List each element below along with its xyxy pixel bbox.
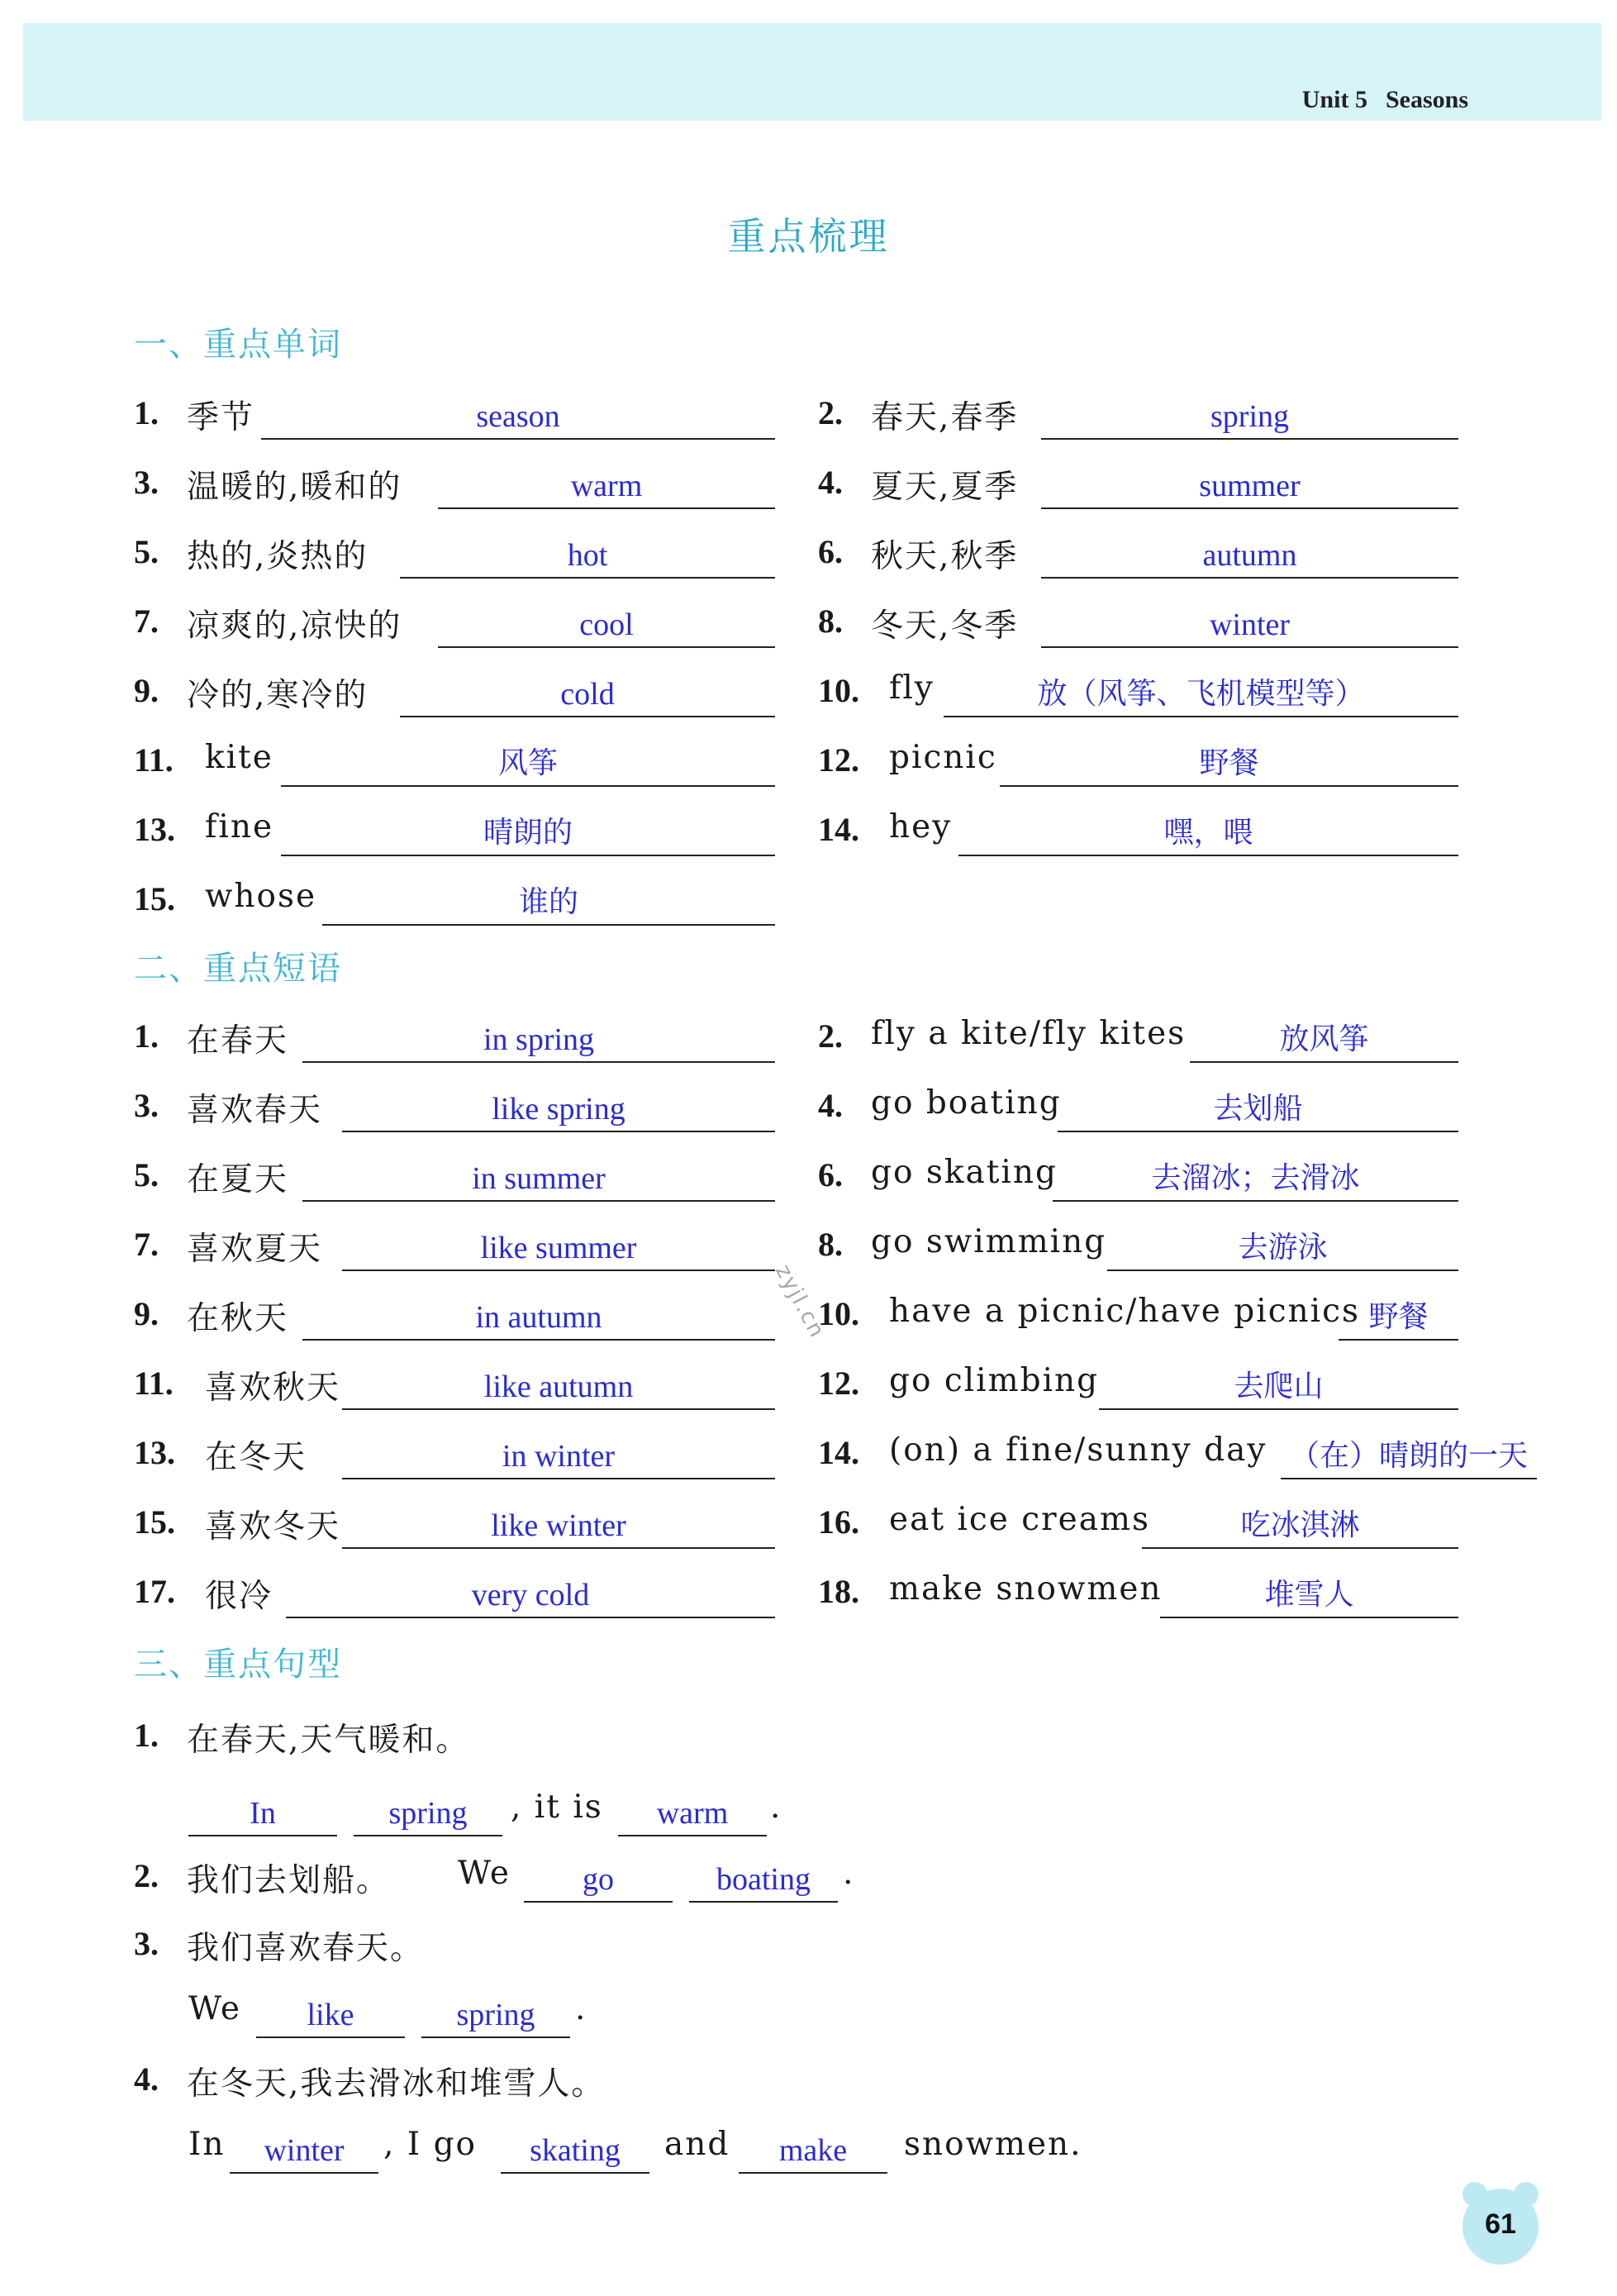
answer-blank[interactable]: [281, 816, 775, 856]
item-prompt: hey: [889, 808, 953, 846]
answer-text: spring: [388, 1796, 468, 1831]
item-number: 1.: [134, 1717, 159, 1754]
word-item: [818, 456, 1458, 509]
answer-blank[interactable]: [302, 1300, 775, 1341]
answer-text: winter: [264, 2133, 345, 2168]
answer-blank[interactable]: [958, 816, 1458, 856]
sentence-text: In: [188, 2126, 226, 2163]
word-item: [818, 803, 1458, 856]
item-number: 15.: [134, 1503, 175, 1541]
phrase-item: [818, 1288, 1458, 1341]
sentence-chinese: 在冬天,我去滑冰和堆雪人。: [187, 2065, 606, 2103]
phrase-item: [134, 1496, 775, 1549]
item-prompt: picnic: [889, 739, 997, 776]
phrase-item: [134, 1010, 775, 1063]
answer-text: very cold: [471, 1578, 590, 1612]
phrase-item: [818, 1149, 1458, 1202]
item-number: 9.: [134, 672, 159, 709]
item-number: 15.: [134, 880, 175, 917]
item-prompt: 季节: [187, 399, 255, 436]
section-title-phrases: 二、重点短语: [134, 950, 342, 988]
answer-text: in summer: [472, 1161, 606, 1196]
answer-blank[interactable]: [1041, 538, 1458, 579]
answer-blank[interactable]: [1041, 607, 1458, 648]
item-number: 10.: [818, 672, 859, 709]
answer-blank[interactable]: [400, 677, 775, 717]
item-prompt: 喜欢春天: [187, 1092, 323, 1129]
answer-blank[interactable]: [1339, 1300, 1458, 1341]
answer-text: warm: [570, 469, 643, 503]
answer-blank[interactable]: [302, 1022, 775, 1063]
answer-blank[interactable]: [256, 1998, 405, 2038]
answer-text: 晴朗的: [483, 816, 573, 850]
item-prompt: make snowmen: [889, 1570, 1163, 1608]
item-prompt: 在冬天: [205, 1439, 307, 1476]
item-number: 3.: [134, 464, 159, 501]
answer-blank[interactable]: [1000, 746, 1458, 787]
answer-blank[interactable]: [739, 2133, 887, 2174]
item-number: 3.: [134, 1087, 159, 1124]
answer-blank[interactable]: [342, 1370, 775, 1410]
answer-blank[interactable]: [438, 607, 775, 648]
answer-text: in spring: [483, 1022, 595, 1057]
item-prompt: go climbing: [889, 1362, 1100, 1399]
phrase-item: [134, 1427, 775, 1479]
answer-text: winter: [1209, 607, 1291, 642]
item-number: 12.: [818, 741, 859, 779]
item-prompt: have a picnic/have picnics: [889, 1293, 1360, 1330]
word-item: [134, 873, 775, 926]
answer-text: 去划船: [1213, 1092, 1303, 1126]
answer-text: cool: [579, 607, 634, 642]
answer-blank[interactable]: [286, 1578, 775, 1618]
item-prompt: 凉爽的,凉快的: [187, 607, 402, 645]
answer-blank[interactable]: [281, 746, 775, 787]
sentence-4-prompt: [134, 2053, 877, 2106]
item-prompt: go swimming: [871, 1223, 1107, 1260]
answer-blank[interactable]: [1041, 399, 1458, 440]
answer-text: 谁的: [518, 885, 578, 919]
word-item: [818, 526, 1458, 579]
item-number: 8.: [818, 1226, 843, 1263]
answer-text: hot: [567, 538, 608, 573]
answer-text: spring: [456, 1998, 535, 2032]
answer-text: spring: [1210, 399, 1289, 434]
answer-blank[interactable]: [342, 1508, 775, 1549]
answer-text: skating: [530, 2133, 621, 2168]
answer-text: warm: [656, 1796, 729, 1831]
word-item: [818, 387, 1458, 440]
item-number: 16.: [818, 1503, 859, 1541]
answer-text: 放（风筝、飞机模型等）: [1037, 677, 1365, 711]
sentence-3-prompt: [134, 1917, 795, 1970]
answer-blank[interactable]: [1053, 1161, 1458, 1202]
answer-blank[interactable]: [438, 469, 775, 509]
item-number: 14.: [818, 811, 859, 848]
sentence-text: We: [188, 1990, 241, 2027]
answer-blank[interactable]: [1099, 1370, 1458, 1410]
answer-text: 风筝: [497, 746, 558, 780]
item-number: 11.: [134, 1365, 174, 1402]
word-item: [818, 595, 1458, 648]
sentence-2: [134, 1850, 960, 1903]
answer-blank[interactable]: [342, 1439, 775, 1479]
answer-blank[interactable]: [1058, 1092, 1458, 1132]
word-item: [134, 665, 775, 717]
answer-blank[interactable]: [342, 1092, 775, 1132]
item-prompt: fine: [205, 808, 274, 846]
item-prompt: 夏天,夏季: [871, 469, 1019, 506]
answer-blank[interactable]: [524, 1862, 673, 1903]
answer-text: like: [307, 1998, 354, 2032]
item-number: 2.: [818, 1017, 843, 1055]
answer-blank[interactable]: [1190, 1022, 1458, 1063]
sentence-3-answer-line: [188, 1985, 849, 2038]
answer-blank[interactable]: [230, 2133, 378, 2174]
word-item: [134, 803, 775, 856]
item-number: 4.: [818, 1087, 843, 1124]
answer-blank[interactable]: [1041, 469, 1458, 509]
answer-text: 吃冰淇淋: [1240, 1508, 1360, 1542]
item-number: 5.: [134, 533, 159, 570]
item-prompt: 在夏天: [187, 1161, 289, 1198]
watermark: zyjl.cn: [770, 1260, 830, 1343]
item-prompt: 很冷: [205, 1578, 273, 1615]
item-number: 18.: [818, 1573, 859, 1610]
item-prompt: 秋天,秋季: [871, 538, 1019, 575]
item-prompt: go boating: [871, 1084, 1062, 1122]
item-number: 12.: [818, 1365, 859, 1402]
sentence-text: , I go: [383, 2126, 478, 2163]
phrase-item: [818, 1079, 1458, 1132]
answer-blank[interactable]: [342, 1231, 775, 1271]
item-number: 6.: [818, 533, 843, 570]
item-number: 9.: [134, 1295, 159, 1332]
answer-text: 嘿，喂: [1163, 816, 1253, 850]
sentence-1-answer-line: [188, 1784, 849, 1836]
answer-text: go: [583, 1862, 614, 1897]
item-prompt: 冷的,寒冷的: [187, 677, 369, 714]
section-title-words: 一、重点单词: [134, 326, 342, 364]
item-prompt: 喜欢冬天: [205, 1508, 341, 1546]
page-number: 61: [1485, 2208, 1516, 2240]
answer-text: （在）晴朗的一天: [1289, 1439, 1528, 1473]
item-prompt: eat ice creams: [889, 1501, 1151, 1538]
answer-text: like spring: [492, 1092, 625, 1127]
answer-text: autumn: [1202, 538, 1297, 573]
item-prompt: 温暖的,暖和的: [187, 469, 402, 506]
page-title: 重点梳理: [727, 214, 890, 259]
answer-blank[interactable]: [689, 1862, 838, 1903]
answer-text: 去爬山: [1234, 1370, 1324, 1403]
answer-text: season: [476, 399, 560, 434]
phrase-item: [818, 1496, 1458, 1549]
phrase-item: [134, 1565, 775, 1618]
item-number: 7.: [134, 1226, 159, 1263]
item-prompt: 冬天,冬季: [871, 607, 1019, 645]
word-item: [134, 456, 775, 509]
item-number: 5.: [134, 1156, 159, 1193]
sentence-chinese: 我们去划船。: [187, 1862, 391, 1899]
sentence-text: and: [664, 2126, 730, 2163]
item-prompt: 春天,春季: [871, 399, 1019, 436]
item-prompt: fly: [889, 669, 935, 707]
phrase-item: [134, 1357, 775, 1410]
item-number: 10.: [818, 1295, 859, 1332]
sentence-chinese: 在春天,天气暖和。: [187, 1722, 470, 1759]
answer-blank[interactable]: [322, 885, 775, 926]
answer-blank[interactable]: [618, 1796, 767, 1836]
phrase-item: [818, 1357, 1458, 1410]
phrase-item: [134, 1149, 775, 1202]
item-number: 7.: [134, 603, 159, 640]
item-number: 11.: [134, 741, 174, 779]
word-item: [134, 526, 775, 579]
answer-blank[interactable]: [1142, 1508, 1458, 1549]
sentence-text: .: [575, 1990, 587, 2027]
answer-text: make: [778, 2133, 848, 2168]
header-unit-label: [1302, 86, 1468, 114]
answer-blank[interactable]: [188, 1796, 337, 1836]
item-prompt: whose: [205, 878, 317, 915]
item-prompt: fly a kite/fly kites: [871, 1015, 1187, 1052]
item-prompt: 喜欢秋天: [205, 1370, 341, 1407]
answer-text: 野餐: [1368, 1300, 1429, 1334]
answer-text: summer: [1199, 469, 1301, 503]
item-prompt: go skating: [871, 1154, 1058, 1191]
sentence-text: .: [843, 1855, 855, 1892]
item-number: 2.: [818, 394, 843, 431]
answer-blank[interactable]: [1281, 1439, 1537, 1479]
section-title-sentences: 三、重点句型: [134, 1646, 342, 1684]
phrase-item: [818, 1565, 1458, 1618]
word-item: [818, 665, 1458, 717]
answer-text: 去溜冰；去滑冰: [1151, 1161, 1360, 1195]
item-number: 4.: [818, 464, 843, 501]
answer-blank[interactable]: [354, 1796, 502, 1836]
item-prompt: 在春天: [187, 1022, 289, 1060]
answer-text: in winter: [502, 1439, 616, 1474]
answer-blank[interactable]: [261, 399, 775, 440]
word-item: [134, 387, 775, 440]
phrase-item: [134, 1218, 775, 1271]
item-number: 14.: [818, 1434, 859, 1471]
item-prompt: 喜欢夏天: [187, 1231, 323, 1268]
unit-topic: Seasons: [1385, 86, 1468, 113]
answer-text: 放风筝: [1279, 1022, 1369, 1056]
word-item: [818, 734, 1458, 787]
item-number: 1.: [134, 394, 159, 431]
word-item: [134, 595, 775, 648]
item-prompt: (on) a fine/sunny day: [889, 1431, 1267, 1469]
sentence-4-answer-line: [188, 2121, 1180, 2174]
answer-text: like winter: [491, 1508, 626, 1543]
answer-text: like autumn: [483, 1370, 634, 1404]
sentence-text: .: [770, 1789, 782, 1826]
sentence-text: We: [458, 1855, 511, 1892]
phrase-item: [818, 1010, 1458, 1063]
answer-blank[interactable]: [1107, 1231, 1458, 1271]
answer-blank[interactable]: [302, 1161, 775, 1202]
answer-text: 堆雪人: [1264, 1578, 1354, 1612]
answer-text: In: [250, 1796, 276, 1831]
answer-blank[interactable]: [1160, 1578, 1458, 1618]
phrase-item: [134, 1288, 775, 1341]
phrase-item: [818, 1218, 1458, 1271]
sentence-1-prompt: [134, 1709, 795, 1762]
item-number: 6.: [818, 1156, 843, 1193]
answer-blank[interactable]: [421, 1998, 570, 2038]
answer-blank[interactable]: [501, 2133, 649, 2174]
item-number: 17.: [134, 1573, 175, 1610]
phrase-item: [818, 1427, 1537, 1479]
item-number: 13.: [134, 1434, 175, 1471]
answer-blank[interactable]: [944, 677, 1458, 717]
item-number: 2.: [134, 1857, 159, 1894]
item-number: 1.: [134, 1017, 159, 1055]
answer-text: cold: [560, 677, 615, 712]
answer-text: boating: [716, 1862, 811, 1897]
answer-text: 野餐: [1199, 746, 1259, 780]
answer-text: like summer: [480, 1231, 637, 1265]
item-number: 8.: [818, 603, 843, 640]
sentence-text: , it is: [511, 1789, 603, 1826]
item-number: 13.: [134, 811, 175, 848]
page-number-badge: [1462, 2189, 1539, 2265]
answer-blank[interactable]: [400, 538, 775, 579]
item-number: 3.: [134, 1925, 159, 1962]
word-item: [134, 734, 775, 787]
item-prompt: 热的,炎热的: [187, 538, 369, 575]
sentence-chinese: 我们喜欢春天。: [187, 1930, 425, 1967]
item-number: 4.: [134, 2060, 159, 2098]
unit-number: Unit 5: [1301, 86, 1367, 113]
phrase-item: [134, 1079, 775, 1132]
sentence-text: snowmen.: [904, 2126, 1082, 2163]
item-prompt: kite: [205, 739, 273, 776]
answer-text: in autumn: [475, 1300, 602, 1335]
item-prompt: 在秋天: [187, 1300, 289, 1337]
answer-text: 去游泳: [1238, 1231, 1328, 1265]
